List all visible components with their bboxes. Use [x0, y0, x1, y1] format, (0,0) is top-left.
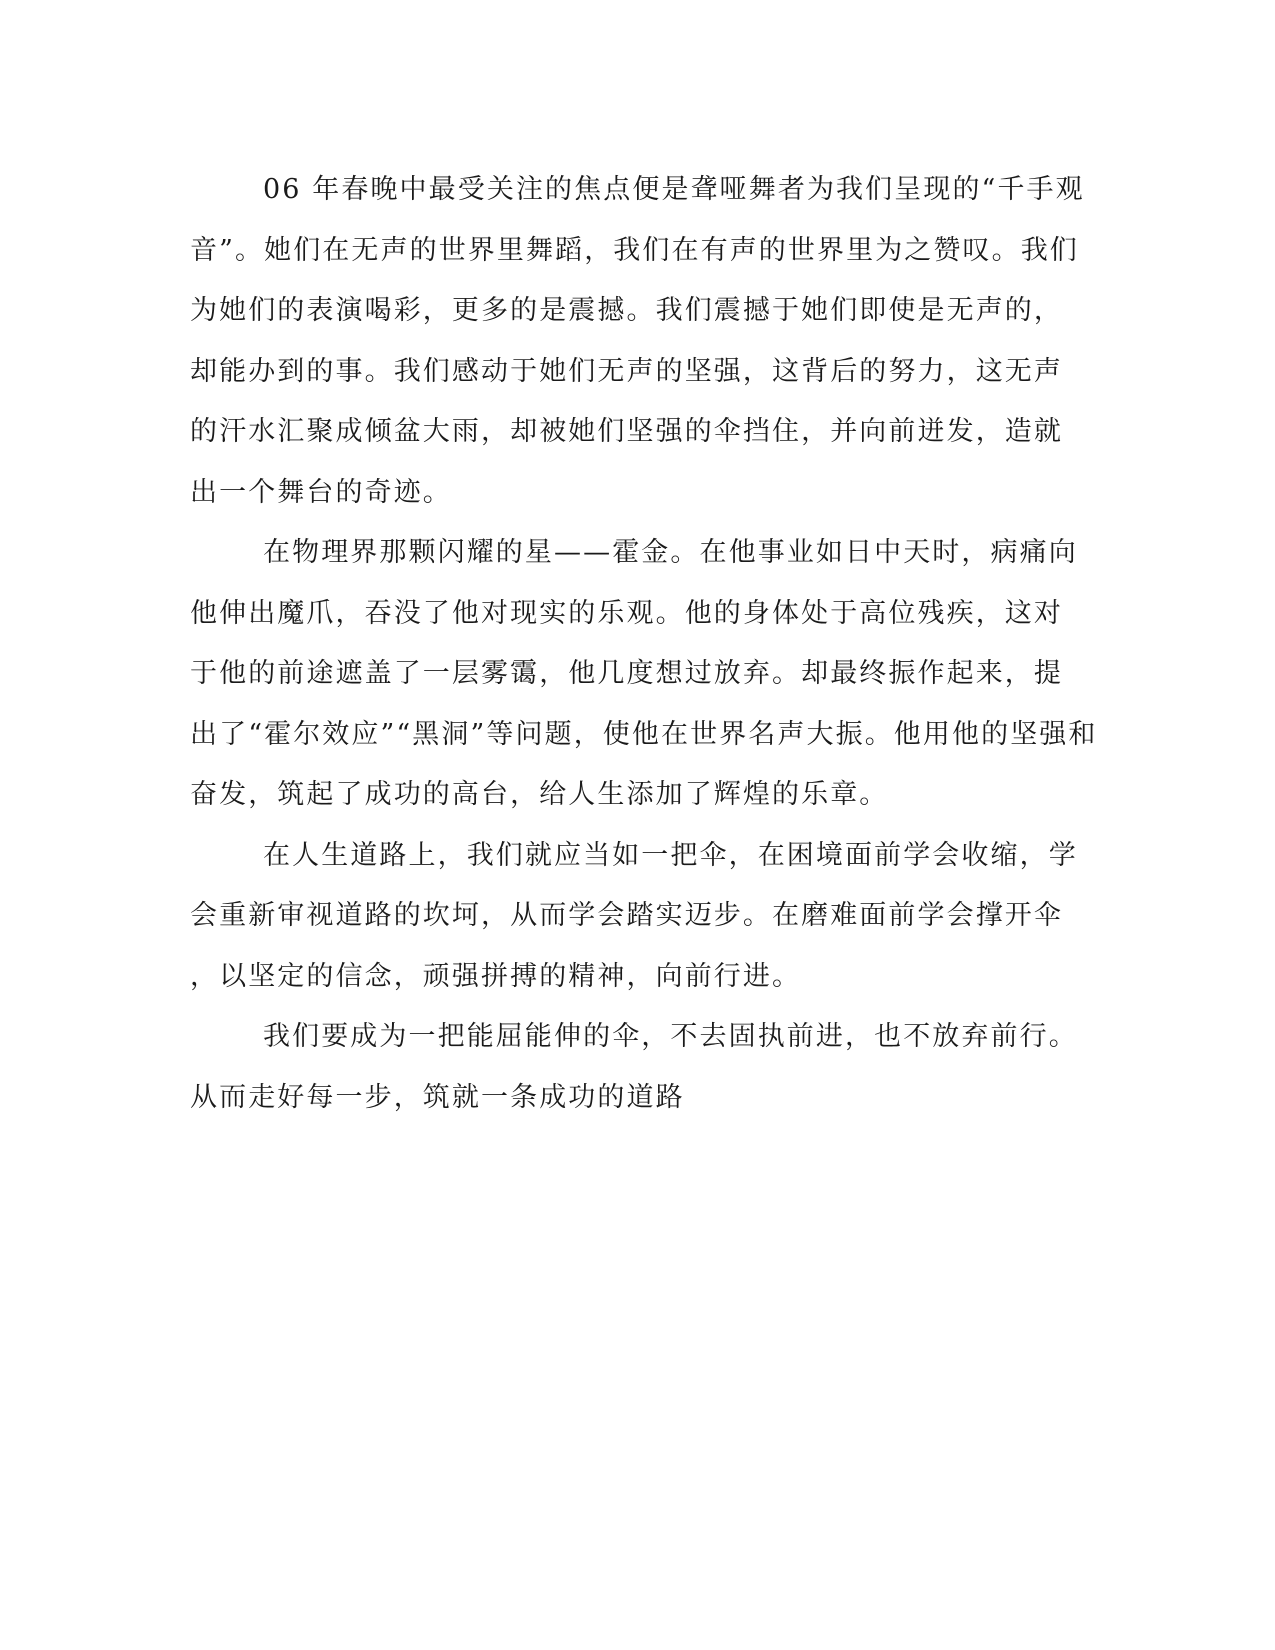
paragraph-line: 却能办到的事。我们感动于她们无声的坚强，这背后的努力，这无声	[190, 355, 1063, 387]
paragraph-4	[190, 1007, 1085, 1128]
paragraph-line: 的汗水汇聚成倾盆大雨，却被她们坚强的伞挡住，并向前迸发，造就	[190, 416, 1063, 447]
paragraph-line: 我们要成为一把能屈能伸的伞，不去固执前进，也不放弃前行。	[263, 1021, 1078, 1052]
paragraph-2	[190, 523, 1098, 826]
paragraph-3	[190, 826, 1085, 1008]
paragraph-line: ，以坚定的信念，顽强拼搏的精神，向前行进。	[190, 960, 802, 992]
document-body	[190, 160, 1098, 1128]
paragraph-line: 在物理界那颗闪耀的星——霍金。在他事业如日中天时，病痛向	[263, 537, 1078, 568]
paragraph-1	[190, 160, 1085, 523]
paragraph-line: 为她们的表演喝彩，更多的是震撼。我们震撼于她们即使是无声的，	[190, 295, 1063, 326]
paragraph-line: 会重新审视道路的坎坷，从而学会踏实迈步。在磨难面前学会撑开伞	[190, 900, 1063, 931]
paragraph-line: 于他的前途遮盖了一层雾霭，他几度想过放弃。却最终振作起来，提	[190, 658, 1063, 689]
paragraph-line: 从而走好每一步，筑就一条成功的道路	[190, 1081, 685, 1113]
paragraph-line: 在人生道路上，我们就应当如一把伞，在困境面前学会收缩，学	[263, 839, 1078, 871]
paragraph-line: 音”。她们在无声的世界里舞蹈，我们在有声的世界里为之赞叹。我们	[190, 234, 1079, 266]
paragraph-line: 出了“霍尔效应”“黑洞”等问题，使他在世界名声大振。他用他的坚强和	[190, 718, 1098, 750]
paragraph-line: 06 年春晚中最受关注的焦点便是聋哑舞者为我们呈现的“千手观	[263, 174, 1085, 205]
paragraph-line: 奋发，筑起了成功的高台，给人生添加了辉煌的乐章。	[190, 779, 889, 810]
paragraph-line: 他伸出魔爪，吞没了他对现实的乐观。他的身体处于高位残疾，这对	[190, 597, 1063, 629]
paragraph-line: 出一个舞台的奇迹。	[190, 476, 452, 508]
